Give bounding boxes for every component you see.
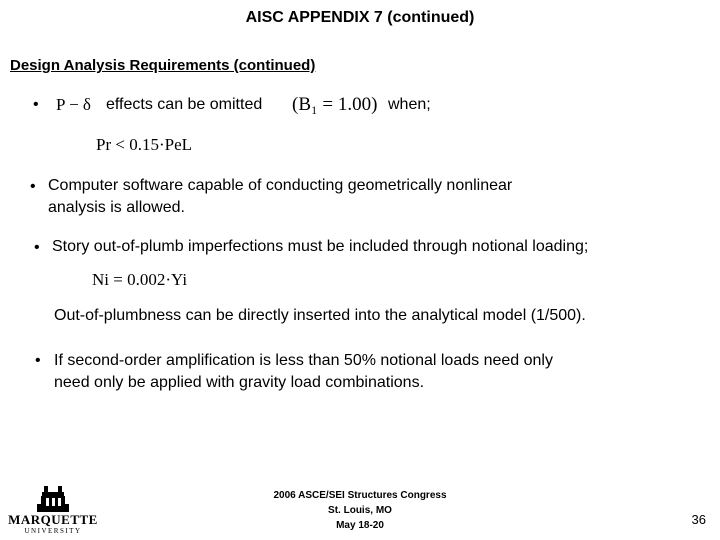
bullet-1-text: effects can be omitted [106,96,263,113]
bullet-marker: • [35,352,41,369]
page-number: 36 [691,512,706,527]
bullet-3-note: Out-of-plumbness can be directly inserted into the analytical model (1/500). [54,307,586,324]
bullet-marker: • [30,178,36,195]
logo-subtext: UNIVERSITY [24,527,82,535]
bullet-marker: • [34,239,40,256]
footer-line-2: St. Louis, MO [328,505,392,516]
slide-subtitle: Design Analysis Requirements (continued) [10,57,316,74]
bullet-4-line-2: need only be applied with gravity load combinations. [54,374,425,391]
footer [0,488,720,533]
pr-formula: Pr < 0.15·PeL [96,135,192,154]
slide-title: AISC APPENDIX 7 (continued) [245,9,475,26]
b1-expression: (B₁ = 1.00) [292,94,378,115]
bullet-1-text-end: when; [388,96,431,113]
p-delta-expression: P − δ [56,95,91,114]
bullet-3-line-1: Story out-of-plumb imperfections must be included through notional loading; [52,238,589,255]
bullet-4-line-1: If second-order amplification is less than 50% notional loads need only [54,352,553,369]
footer-line-1: 2006 ASCE/SEI Structures Congress [273,490,447,501]
bullet-marker: • [33,96,39,113]
bullet-2-line-2: analysis is allowed. [48,199,185,216]
footer-line-3: May 18-20 [336,520,384,531]
ni-formula: Ni = 0.002·Yi [92,270,188,289]
logo-wordmark: MARQUETTE [8,512,98,527]
bullet-2-line-1: Computer software capable of conducting geometrically nonlinear [48,177,513,194]
